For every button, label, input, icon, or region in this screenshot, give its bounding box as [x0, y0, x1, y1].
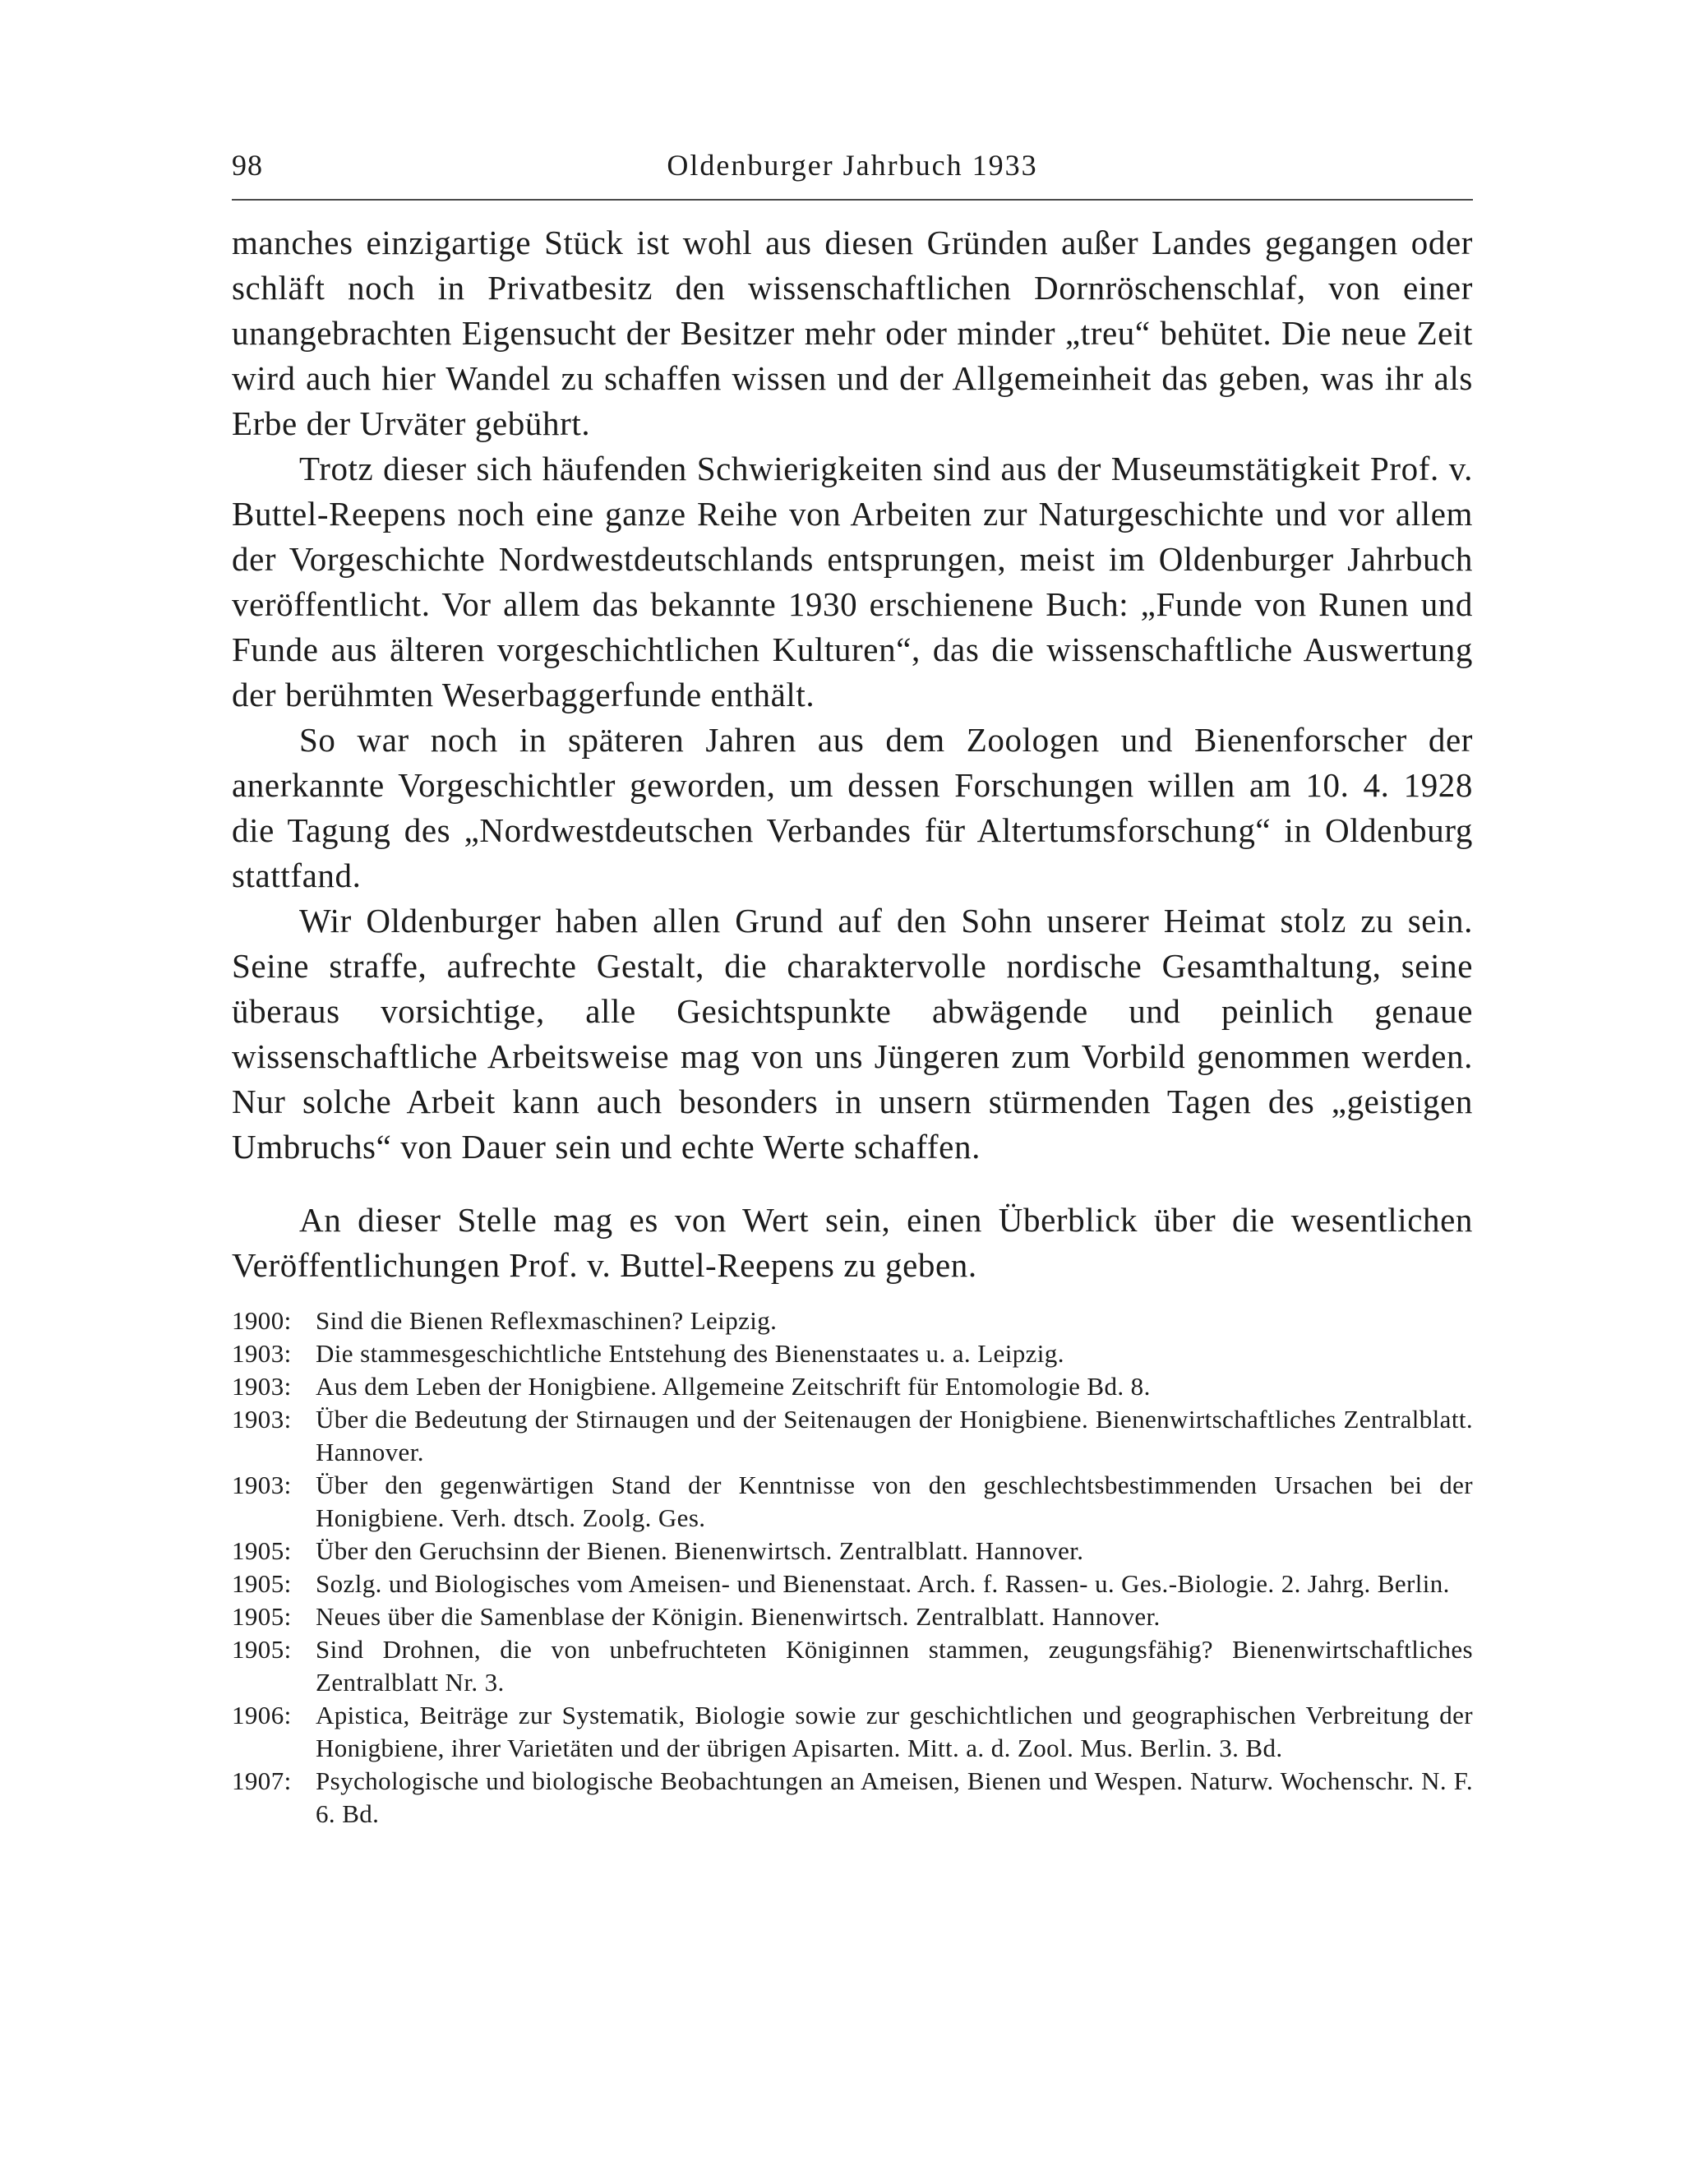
entry-text: Psychologische und biologische Beobachtungen an Ameisen, Bienen und Wespen. Naturw. Wochenschr. N. F. 6. Bd. — [316, 1766, 1473, 1828]
bibliography-entry — [232, 1304, 1473, 1337]
running-title: Oldenburger Jahrbuch 1933 — [667, 149, 1038, 182]
entry-year: 1905: — [232, 1602, 292, 1631]
entry-text: Über den gegenwärtigen Stand der Kenntnisse von den geschlechtsbestimmenden Ursachen bei der Honigbiene. Verh. dtsch. Zoolg. Ges. — [316, 1471, 1473, 1532]
bibliography-entry — [232, 1765, 1473, 1831]
bibliography-entry — [232, 1469, 1473, 1535]
entry-year: 1903: — [232, 1405, 292, 1434]
entry-text: Sind Drohnen, die von unbefruchteten Königinnen stammen, zeugungsfähig? Bienenwirtschaftliches Zentralblatt Nr. 3. — [316, 1635, 1473, 1697]
bibliography-entry — [232, 1370, 1473, 1403]
entry-text: Sind die Bienen Reflexmaschinen? Leipzig. — [316, 1306, 778, 1335]
bibliography-entry — [232, 1600, 1473, 1633]
bibliography-entry — [232, 1568, 1473, 1600]
paragraph: So war noch in späteren Jahren aus dem Zoologen und Bienenforscher der anerkannte Vorgeschichtler geworden, um dessen Forschungen willen am 10. 4. 1928 die Tagung des „Nordwestdeutschen Verbandes für Altertumsforschung“ in Oldenburg stattfand. — [232, 721, 1473, 894]
entry-text: Apistica, Beiträge zur Systematik, Biologie sowie zur geschichtlichen und geographischen Verbreitung der Honigbiene, ihrer Varietäten und der übrigen Apisarten. Mitt. a. d. Zool. Mus. Berlin. 3. Bd. — [316, 1701, 1473, 1762]
entry-year: 1900: — [232, 1306, 292, 1335]
bibliography-entry — [232, 1699, 1473, 1765]
entry-year: 1905: — [232, 1569, 292, 1598]
entry-text: Aus dem Leben der Honigbiene. Allgemeine Zeitschrift für Entomologie Bd. 8. — [316, 1372, 1151, 1401]
entry-year: 1907: — [232, 1766, 292, 1795]
page-number: 98 — [232, 149, 263, 182]
entry-text: Über die Bedeutung der Stirnaugen und der Seitenaugen der Honigbiene. Bienenwirtschaftliches Zentralblatt. Hannover. — [316, 1405, 1473, 1466]
document-page — [232, 148, 1473, 1831]
entry-year: 1903: — [232, 1471, 292, 1499]
entry-text: Neues über die Samenblase der Königin. Bienenwirtsch. Zentralblatt. Hannover. — [316, 1602, 1161, 1631]
bibliography-entry — [232, 1535, 1473, 1568]
paragraph: Wir Oldenburger haben allen Grund auf den Sohn unserer Heimat stolz zu sein. Seine straffe, aufrechte Gestalt, die charaktervolle nordische Gesamthaltung, seine überaus vorsichtige, alle Gesichtspunkte abwägende und peinlich genaue wissenschaftliche Arbeitsweise mag von uns Jüngeren zum Vorbild genommen werden. Nur solche Arbeit kann auch besonders in unsern stürmenden Tagen des „geistigen Umbruchs“ von Dauer sein und echte Werte schaffen. — [232, 902, 1473, 1166]
bibliography-entry — [232, 1337, 1473, 1370]
header-rule — [232, 199, 1473, 201]
bibliography-list — [232, 1304, 1473, 1831]
bibliography-entry — [232, 1403, 1473, 1469]
paragraph: Trotz dieser sich häufenden Schwierigkeiten sind aus der Museumstätigkeit Prof. v. Buttel-Reepens noch eine ganze Reihe von Arbeiten zur Naturgeschichte und vor allem der Vorgeschichte Nordwestdeutschlands entsprungen, meist im Oldenburger Jahrbuch veröffentlicht. Vor allem das bekannte 1930 erschienene Buch: „Funde von Runen und Funde aus älteren vorgeschichtlichen Kulturen“, das die wissenschaftliche Auswertung der berühmten Weserbaggerfunde enthält. — [232, 450, 1473, 713]
entry-year: 1903: — [232, 1339, 292, 1368]
bibliography-entry — [232, 1633, 1473, 1699]
entry-year: 1905: — [232, 1635, 292, 1664]
entry-text: Die stammesgeschichtliche Entstehung des Bienenstaates u. a. Leipzig. — [316, 1339, 1064, 1368]
entry-text: Sozlg. und Biologisches vom Ameisen- und Bienenstaat. Arch. f. Rassen- u. Ges.-Biologie. 2. Jahrg. Berlin. — [316, 1569, 1450, 1598]
running-header — [232, 148, 1473, 192]
entry-year: 1903: — [232, 1372, 292, 1401]
entry-year: 1905: — [232, 1536, 292, 1565]
bibliography-intro: An dieser Stelle mag es von Wert sein, einen Überblick über die wesentlichen Veröffentlichungen Prof. v. Buttel-Reepens zu geben. — [232, 1201, 1473, 1284]
entry-year: 1906: — [232, 1701, 292, 1729]
entry-text: Über den Geruchsinn der Bienen. Bienenwirtsch. Zentralblatt. Hannover. — [316, 1536, 1084, 1565]
paragraph: manches einzigartige Stück ist wohl aus diesen Gründen außer Landes gegangen oder schläft noch in Privatbesitz den wissenschaftlichen Dornröschenschlaf, von einer unangebrachten Eigensucht der Besitzer mehr oder minder „treu“ behütet. Die neue Zeit wird auch hier Wandel zu schaffen wissen und der Allgemeinheit das geben, was ihr als Erbe der Urväter gebührt. — [232, 224, 1473, 442]
body-text — [232, 220, 1473, 1288]
